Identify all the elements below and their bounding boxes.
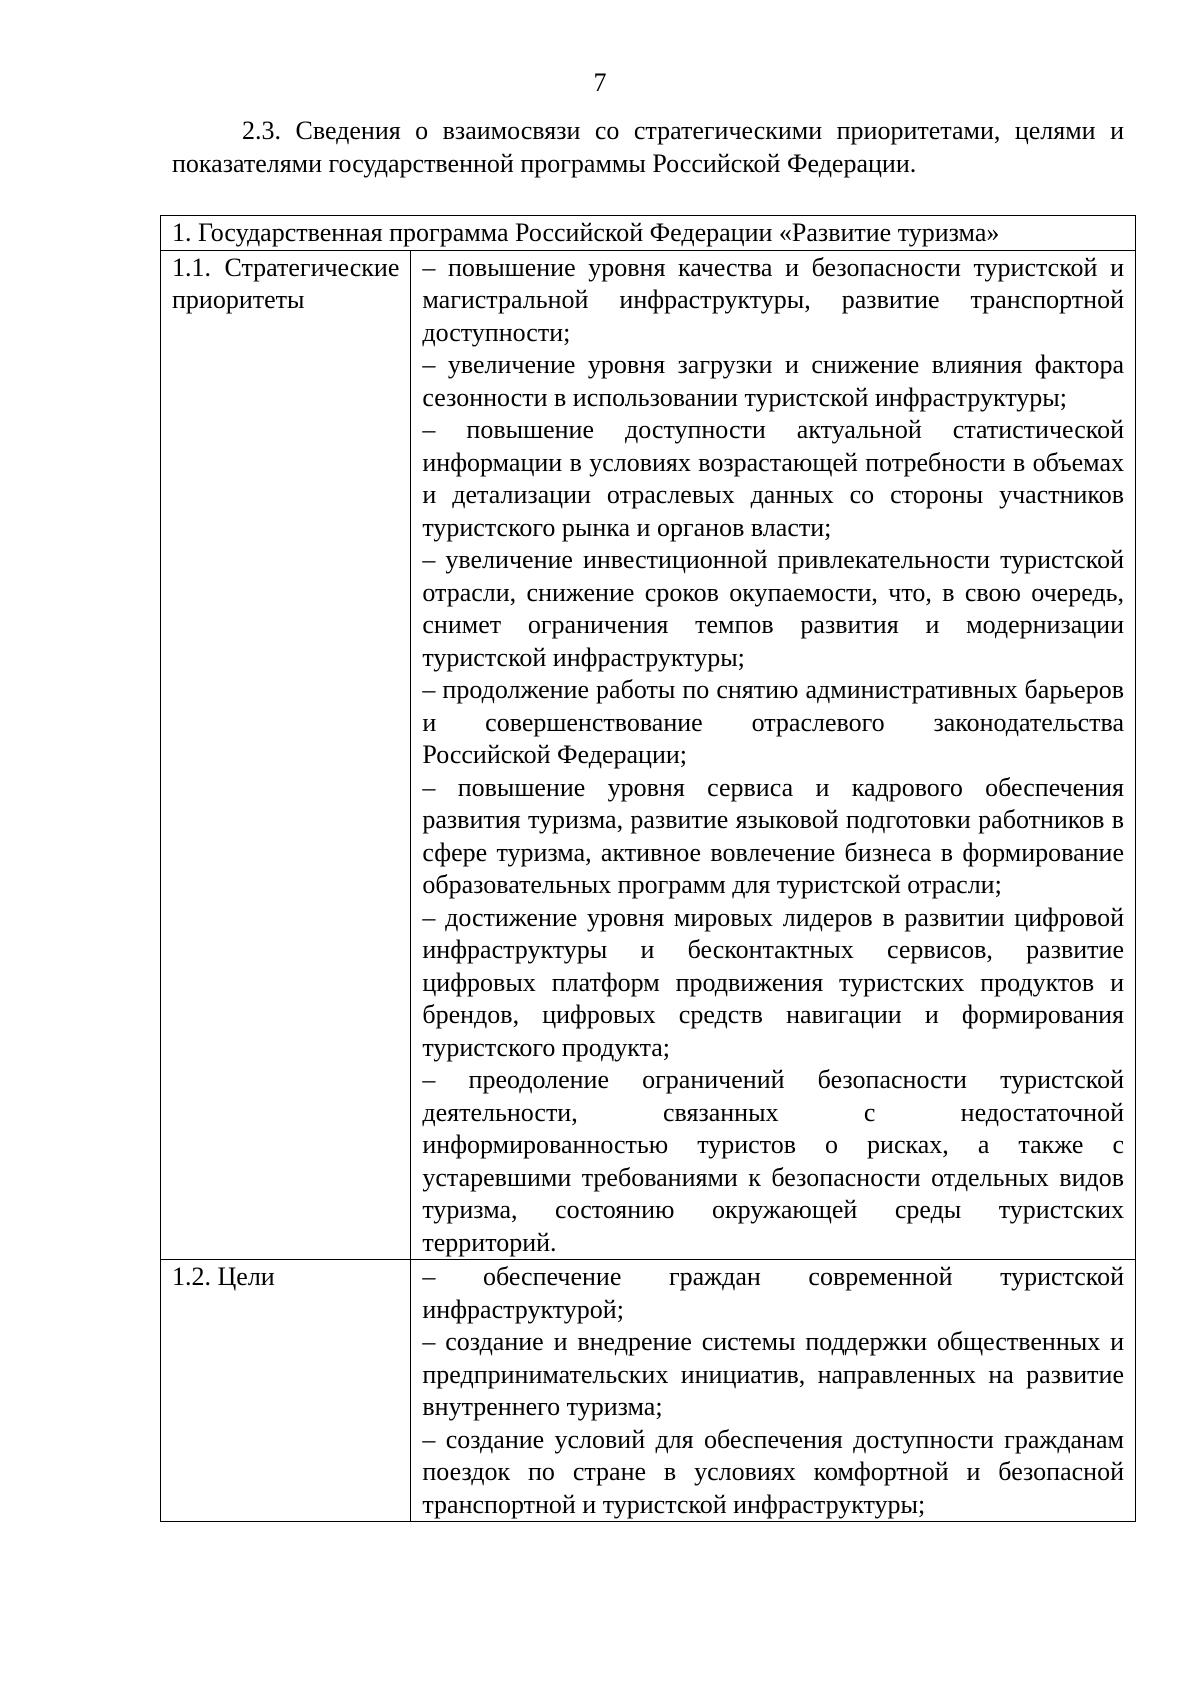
list-item: – создание и внедрение системы поддержки общественных и предпринимательских инициатив, направленных на развитие внутреннего туризма; bbox=[422, 1327, 1124, 1421]
row-label-strategic-priorities: 1.1. Стратегические приоритеты bbox=[161, 250, 411, 1260]
list-item: – увеличение уровня загрузки и снижение влияния фактора сезонности в использовании туристской инфраструктуры; bbox=[422, 350, 1124, 412]
list-item: – достижение уровня мировых лидеров в развитии цифровой инфраструктуры и бесконтактных сервисов, развитие цифровых платформ продвижения туристских продуктов и брендов, цифровых средств навигации и формирования туристского продукта; bbox=[422, 902, 1124, 1062]
page-number: 7 bbox=[593, 68, 607, 97]
section-heading: 2.3. Сведения о взаимосвязи со стратегическими приоритетами, целями и показателями государственной программы Российской Федерации. bbox=[172, 116, 1124, 178]
table-row bbox=[161, 1260, 1136, 1522]
list-item: – создание условий для обеспечения доступности гражданам поездок по стране в условиях комфортной и безопасной транспортной и туристской инфраструктуры; bbox=[422, 1424, 1124, 1519]
strategic-priorities-cell bbox=[411, 250, 1136, 1260]
list-item: – обеспечение граждан современной туристской инфраструктурой; bbox=[422, 1262, 1124, 1324]
goals-cell bbox=[411, 1260, 1136, 1522]
table-row bbox=[161, 250, 1136, 1260]
program-table bbox=[160, 215, 1136, 1522]
table-title-row bbox=[161, 216, 1136, 251]
list-item: – повышение доступности актуальной статистической информации в условиях возрастающей потребности в объемах и детализации отраслевых данных со стороны участников туристского рынка и органов власти; bbox=[422, 415, 1124, 542]
list-item: – продолжение работы по снятию административных барьеров и совершенствование отраслевого законодательства Российской Федерации; bbox=[422, 675, 1124, 769]
program-title: 1. Государственная программа Российской Федерации «Развитие туризма» bbox=[161, 216, 1136, 251]
row-label-goals: 1.2. Цели bbox=[161, 1260, 411, 1522]
list-item: – увеличение инвестиционной привлекательности туристской отрасли, снижение сроков окупаемости, что, в свою очередь, снимет ограничения темпов развития и модернизации туристской инфраструктуры; bbox=[422, 545, 1124, 672]
list-item: – преодоление ограничений безопасности туристской деятельности, связанных с недостаточной информированностью туристов о рисках, а также с устаревшими требованиями к безопасности отдельных видов туризма, состоянию окружающей среды туристских территорий. bbox=[422, 1065, 1124, 1257]
list-item: – повышение уровня сервиса и кадрового обеспечения развития туризма, развитие языковой подготовки работников в сфере туризма, активное вовлечение бизнеса в формирование образовательных программ для туристской отрасли; bbox=[422, 772, 1124, 899]
list-item: – повышение уровня качества и безопасности туристской и магистральной инфраструктуры, развитие транспортной доступности; bbox=[422, 252, 1124, 347]
